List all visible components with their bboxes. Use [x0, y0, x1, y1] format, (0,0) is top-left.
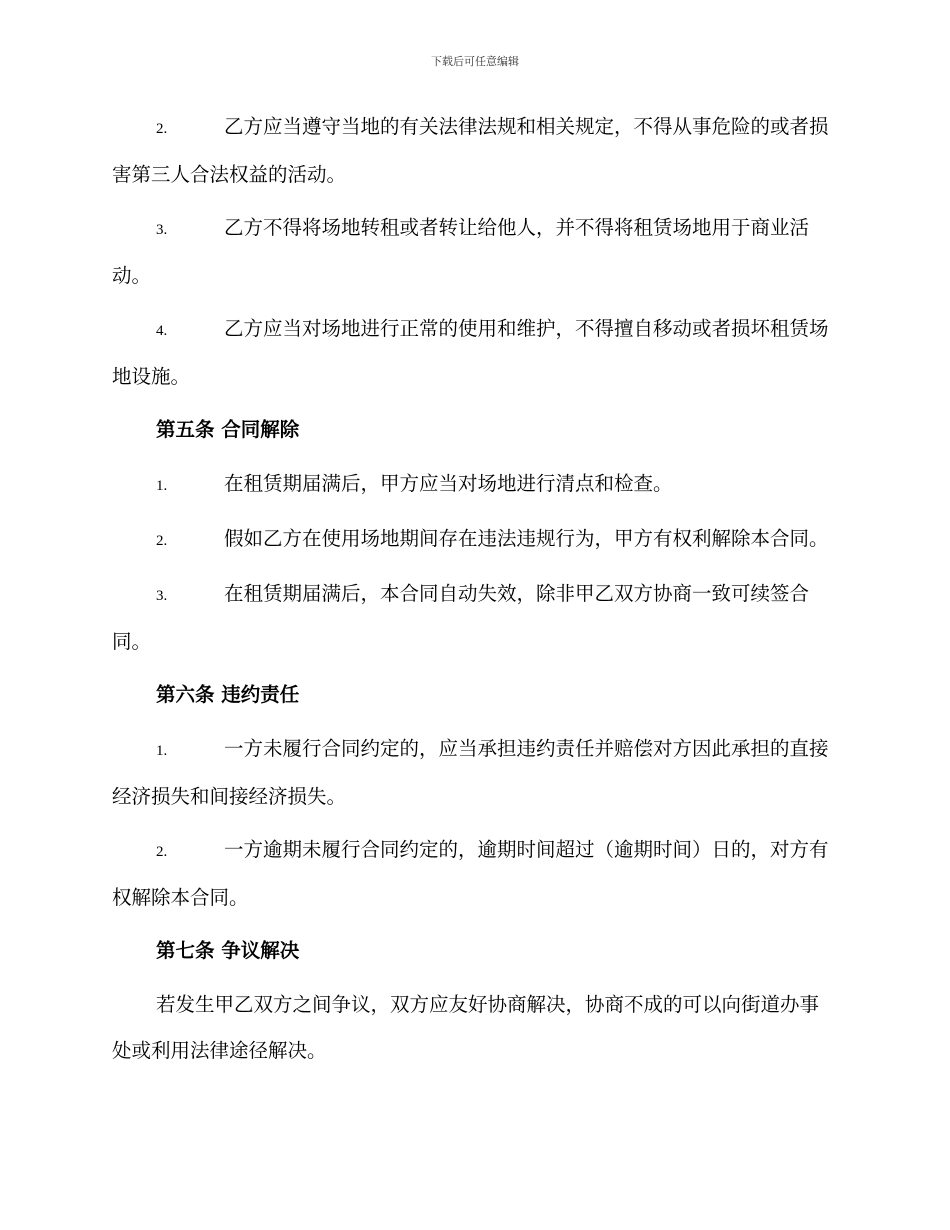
- item-number: 3.: [156, 588, 168, 604]
- item-number: 1.: [156, 743, 168, 759]
- clause-item: [112, 306, 836, 400]
- dispute-paragraph: 若发生甲乙双方之间争议，双方应友好协商解决，协商不成的可以向街道办事处或利用法律途径解决。: [112, 993, 820, 1062]
- clause-item: [112, 461, 836, 509]
- item-number: 1.: [156, 478, 168, 494]
- item-text: 乙方应当遵守当地的有关法律法规和相关规定，不得从事危险的或者损害第三人合法权益的活动。: [112, 115, 829, 186]
- item-text: 在租赁期届满后，甲方应当对场地进行清点和检查。: [224, 472, 673, 495]
- document-body: [112, 104, 836, 1074]
- clause-item: [112, 205, 836, 299]
- item-text: 乙方应当对场地进行正常的使用和维护，不得擅自移动或者损坏租赁场地设施。: [112, 317, 829, 388]
- section-heading-liability: 第六条 违约责任: [156, 683, 300, 706]
- item-number: 4.: [156, 323, 168, 339]
- item-number: 3.: [156, 222, 168, 238]
- section-heading-termination: 第五条 合同解除: [156, 418, 300, 441]
- clause-item: [112, 571, 836, 665]
- clause-item: [112, 827, 836, 921]
- item-number: 2.: [156, 121, 168, 137]
- item-number: 2.: [156, 844, 168, 860]
- item-text: 乙方不得将场地转租或者转让给他人，并不得将租赁场地用于商业活动。: [112, 216, 810, 287]
- clause-item: [112, 516, 836, 564]
- item-text: 一方未履行合同约定的，应当承担违约责任并赔偿对方因此承担的直接经济损失和间接经济损失。: [112, 737, 829, 808]
- page-header: 下载后可任意编辑: [431, 55, 519, 68]
- section-heading-dispute: 第七条 争议解决: [156, 939, 300, 962]
- item-text: 假如乙方在使用场地期间存在违法违规行为，甲方有权利解除本合同。: [224, 527, 829, 550]
- item-number: 2.: [156, 533, 168, 549]
- clause-item: [112, 726, 836, 820]
- clause-item: [112, 104, 836, 198]
- item-text: 在租赁期届满后，本合同自动失效，除非甲乙双方协商一致可续签合同。: [112, 582, 810, 653]
- item-text: 一方逾期未履行合同约定的，逾期时间超过（逾期时间）日的，对方有权解除本合同。: [112, 838, 829, 909]
